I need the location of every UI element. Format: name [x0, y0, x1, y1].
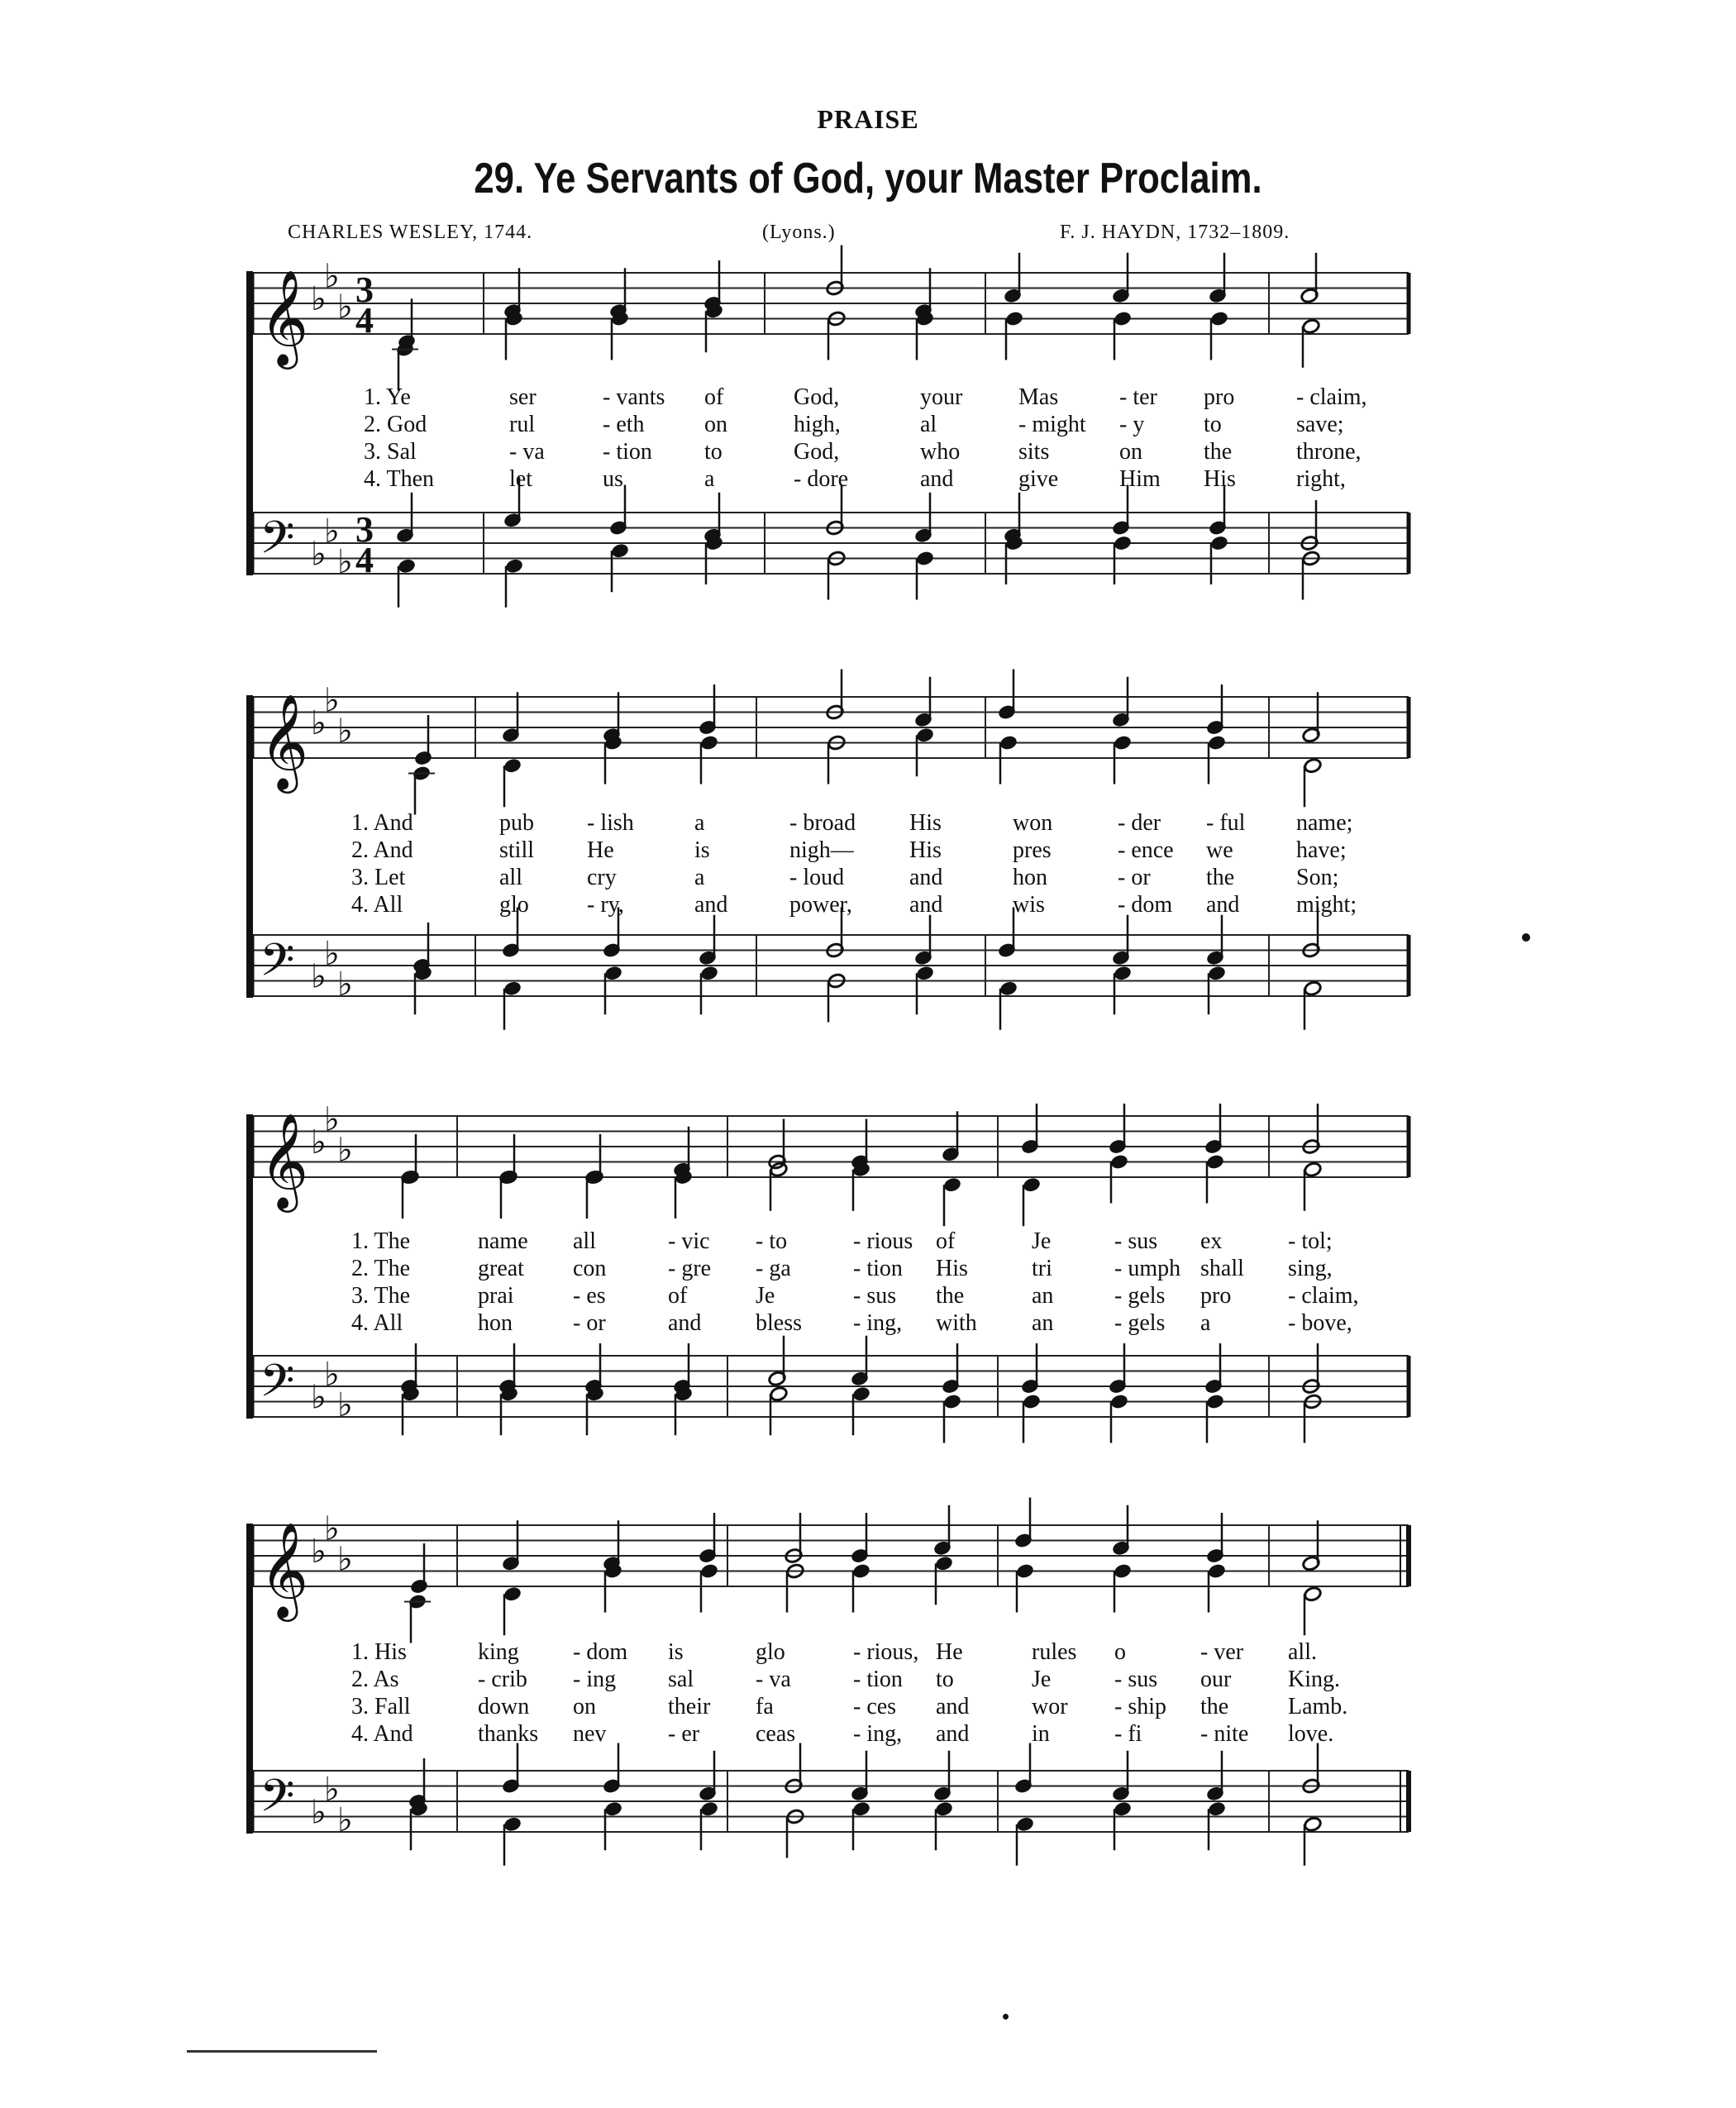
note-head: [1114, 311, 1133, 327]
verse-line: [0, 466, 1736, 493]
lyric-syllable: - es: [573, 1283, 606, 1309]
lyric-syllable: is: [668, 1639, 684, 1665]
note-head: [1114, 535, 1133, 551]
note-head: [1210, 535, 1229, 551]
lyric-syllable: - vic: [668, 1228, 710, 1254]
lyric-syllable: who: [920, 439, 961, 465]
flat-icon: ♭: [311, 1533, 327, 1571]
treble-clef-icon: 𝄞: [260, 1112, 309, 1209]
note-head: [398, 558, 417, 575]
hymn-composer: F. J. HAYDN, 1732–1809.: [1060, 222, 1290, 243]
lyric-syllable: - ing,: [853, 1721, 903, 1747]
hymn-title-text: Ye Servants of God, your Master Proclaim.: [533, 155, 1262, 203]
note-head: [410, 1578, 429, 1595]
note-head: [916, 965, 935, 981]
flat-icon: ♭: [337, 542, 353, 581]
lyric-syllable: their: [668, 1694, 711, 1719]
bass-clef-icon: 𝄢: [260, 1354, 295, 1419]
note-head: [1206, 1394, 1225, 1410]
lyric-syllable: a: [694, 810, 705, 836]
lyric-syllable: and: [909, 892, 943, 918]
lyric-syllable: 4. All: [351, 892, 403, 918]
lyric-syllable: Son;: [1296, 865, 1339, 890]
lyric-syllable: of: [704, 384, 724, 410]
note-head: [1016, 1563, 1035, 1580]
lyric-syllable: - gels: [1114, 1310, 1166, 1336]
verse-line: [0, 412, 1736, 438]
note-head: [1114, 965, 1133, 981]
lyric-syllable: thanks: [478, 1721, 539, 1747]
note-head: [503, 1816, 522, 1833]
lyric-syllable: our: [1200, 1667, 1232, 1692]
lyric-syllable: sal: [668, 1667, 694, 1692]
lyric-syllable: won: [1013, 810, 1053, 836]
lyric-syllable: 1. Ye: [364, 384, 411, 410]
flat-icon: ♭: [337, 712, 353, 751]
lyric-syllable: - ship: [1114, 1694, 1166, 1719]
bass-staff: [253, 509, 1409, 581]
treble-clef-icon: 𝄞: [260, 1521, 309, 1618]
note-head: [1114, 1800, 1133, 1817]
lyric-syllable: - y: [1119, 412, 1145, 437]
bass-staff: [253, 1770, 1409, 1839]
flat-icon: ♭: [324, 1509, 340, 1548]
note-head: [1208, 1563, 1227, 1580]
lyric-syllable: name: [478, 1228, 528, 1254]
lyric-syllable: Je: [1032, 1667, 1052, 1692]
lyric-syllable: of: [668, 1283, 688, 1309]
lyric-syllable: cry: [587, 865, 617, 890]
lyric-syllable: the: [1204, 439, 1233, 465]
lyric-syllable: power,: [789, 892, 852, 918]
lyric-syllable: - der: [1118, 810, 1161, 836]
lyric-syllable: glo: [499, 892, 529, 918]
lyric-syllable: - tol;: [1288, 1228, 1333, 1254]
note-head: [503, 980, 522, 997]
note-head: [943, 1394, 962, 1410]
lyric-syllable: - lish: [587, 810, 634, 836]
lyric-syllable: on: [573, 1694, 596, 1719]
flat-icon: ♭: [337, 1131, 353, 1170]
note-head: [935, 1555, 954, 1571]
lyric-syllable: shall: [1200, 1256, 1244, 1281]
lyric-syllable: might;: [1296, 892, 1357, 918]
flat-icon: ♭: [337, 1800, 353, 1839]
lyric-syllable: - claim,: [1296, 384, 1367, 410]
bass-clef-icon: 𝄢: [260, 933, 295, 998]
page-speck: [1003, 2014, 1009, 2020]
verse-line: [0, 865, 1736, 891]
lyric-syllable: - rious: [853, 1228, 913, 1254]
note-head: [916, 551, 935, 567]
lyric-syllable: His: [909, 837, 942, 863]
verse-line: [0, 1721, 1736, 1748]
flat-icon: ♭: [337, 1385, 353, 1424]
lyric-syllable: - ry,: [587, 892, 624, 918]
lyric-syllable: throne,: [1296, 439, 1362, 465]
lyric-syllable: the: [1200, 1694, 1229, 1719]
lyric-syllable: - or: [573, 1310, 606, 1336]
lyric-syllable: - crib: [478, 1667, 527, 1692]
lyric-syllable: - ver: [1200, 1639, 1244, 1665]
lyric-syllable: wor: [1032, 1694, 1068, 1719]
lyric-syllable: have;: [1296, 837, 1347, 863]
lyric-syllable: Him: [1119, 466, 1161, 492]
note-head: [1208, 965, 1227, 981]
note-head: [700, 965, 719, 981]
lyric-syllable: pro: [1200, 1283, 1232, 1309]
lyric-syllable: rules: [1032, 1639, 1077, 1665]
treble-clef-icon: 𝄞: [260, 269, 309, 365]
hymn-author: CHARLES WESLEY, 1744.: [288, 222, 533, 243]
note-head: [604, 965, 623, 981]
note-head: [1023, 1394, 1042, 1410]
lyric-syllable: 4. And: [351, 1721, 413, 1747]
lyric-syllable: bless: [756, 1310, 802, 1336]
lyric-syllable: the: [936, 1283, 965, 1309]
verse-line: [0, 384, 1736, 411]
lyric-syllable: - claim,: [1288, 1283, 1359, 1309]
lyric-syllable: - sus: [1114, 1228, 1158, 1254]
lyric-syllable: - dom: [573, 1639, 628, 1665]
flat-icon: ♭: [337, 1540, 353, 1579]
section-heading: PRAISE: [817, 104, 919, 134]
lyric-syllable: sing,: [1288, 1256, 1333, 1281]
lyric-syllable: - va: [756, 1667, 791, 1692]
lyric-syllable: - might: [1018, 412, 1086, 437]
lyric-syllable: - vants: [603, 384, 665, 410]
note-head: [852, 1563, 871, 1580]
lyric-syllable: and: [1206, 892, 1240, 918]
lyric-syllable: 4. All: [351, 1310, 403, 1336]
lyric-syllable: 4. Then: [364, 466, 435, 492]
lyric-syllable: His: [909, 810, 942, 836]
lyric-syllable: prai: [478, 1283, 514, 1309]
flat-icon: ♭: [337, 288, 353, 327]
lyric-syllable: tri: [1032, 1256, 1052, 1281]
lyric-syllable: Lamb.: [1288, 1694, 1348, 1719]
lyric-syllable: - umph: [1114, 1256, 1181, 1281]
note-head: [1110, 1394, 1129, 1410]
lyric-syllable: - loud: [789, 865, 845, 890]
note-head: [1005, 311, 1024, 327]
note-head: [1208, 1800, 1227, 1817]
treble-staff: [253, 1509, 1409, 1622]
lyric-syllable: He: [936, 1639, 963, 1665]
flat-icon: ♭: [324, 1770, 340, 1809]
lyric-syllable: - sus: [853, 1283, 897, 1309]
lyric-syllable: - broad: [789, 810, 856, 836]
lyric-syllable: hon: [478, 1310, 513, 1336]
note-head: [852, 1385, 871, 1402]
lyric-syllable: 1. The: [351, 1228, 411, 1254]
lyric-syllable: sits: [1018, 439, 1050, 465]
verse-line: [0, 1694, 1736, 1720]
lyric-syllable: - va: [509, 439, 545, 465]
lyric-syllable: great: [478, 1256, 524, 1281]
lyric-syllable: - ga: [756, 1256, 791, 1281]
time-signature-digit: 4: [355, 540, 374, 580]
lyric-syllable: and: [668, 1310, 702, 1336]
lyric-syllable: and: [920, 466, 954, 492]
lyric-syllable: an: [1032, 1283, 1054, 1309]
lyric-syllable: and: [936, 1721, 970, 1747]
time-signature-digit: 3: [355, 269, 374, 310]
lyric-syllable: 3. Sal: [364, 439, 417, 465]
flat-icon: ♭: [324, 934, 340, 973]
lyric-syllable: ex: [1200, 1228, 1223, 1254]
verse-line: [0, 1283, 1736, 1309]
note-head: [414, 750, 433, 766]
lyric-syllable: He: [587, 837, 614, 863]
lyric-syllable: a: [704, 466, 715, 492]
lyric-syllable: your: [920, 384, 963, 410]
lyric-syllable: pub: [499, 810, 534, 836]
lyric-syllable: - ter: [1119, 384, 1157, 410]
treble-clef-icon: 𝄞: [260, 693, 309, 789]
flat-icon: ♭: [311, 1378, 327, 1417]
lyric-syllable: with: [936, 1310, 977, 1336]
lyric-syllable: - nite: [1200, 1721, 1249, 1747]
lyric-syllable: - sus: [1114, 1667, 1158, 1692]
flat-icon: ♭: [337, 965, 353, 1004]
verse-line: [0, 1639, 1736, 1666]
lyric-syllable: in: [1032, 1721, 1050, 1747]
page-speck: [1522, 933, 1530, 942]
note-head: [700, 735, 719, 751]
lyric-syllable: save;: [1296, 412, 1344, 437]
note-head: [999, 735, 1018, 751]
lyric-syllable: a: [694, 865, 705, 890]
lyric-syllable: - rious,: [853, 1639, 919, 1665]
note-head: [700, 1800, 719, 1817]
lyric-syllable: Mas: [1018, 384, 1059, 410]
verse-line: [0, 1310, 1736, 1337]
lyric-syllable: - bove,: [1288, 1310, 1352, 1336]
lyric-syllable: still: [499, 837, 535, 863]
half-note-head: [770, 1161, 789, 1178]
lyric-syllable: and: [694, 892, 728, 918]
half-note-head: [1304, 757, 1323, 774]
note-head: [852, 1800, 871, 1817]
lyric-syllable: God,: [794, 439, 840, 465]
note-head: [943, 1176, 962, 1193]
lyric-syllable: - dore: [794, 466, 849, 492]
note-head: [505, 558, 524, 575]
lyric-syllable: wis: [1013, 892, 1045, 918]
lyric-syllable: king: [478, 1639, 519, 1665]
lyric-syllable: nigh—: [789, 837, 854, 863]
half-note-head: [1302, 318, 1321, 335]
lyric-syllable: al: [920, 412, 937, 437]
lyric-syllable: us: [603, 466, 623, 492]
lyric-syllable: - to: [756, 1228, 788, 1254]
lyric-syllable: 2. And: [351, 837, 413, 863]
bass-clef-icon: 𝄢: [260, 511, 295, 575]
note-head: [700, 1563, 719, 1580]
verse-line: [0, 1228, 1736, 1255]
lyric-syllable: on: [1119, 439, 1142, 465]
flat-icon: ♭: [324, 681, 340, 720]
note-head: [916, 727, 935, 743]
flat-icon: ♭: [311, 957, 327, 996]
footer-rule: [187, 2050, 377, 2053]
half-note-head: [1304, 1586, 1323, 1602]
lyric-syllable: - ces: [853, 1694, 897, 1719]
lyric-syllable: we: [1206, 837, 1233, 863]
verse-line: [0, 1667, 1736, 1693]
lyric-syllable: - ence: [1118, 837, 1174, 863]
lyric-syllable: and: [909, 865, 943, 890]
lyric-syllable: - er: [668, 1721, 700, 1747]
lyric-syllable: the: [1206, 865, 1235, 890]
lyric-syllable: right,: [1296, 466, 1346, 492]
lyric-syllable: - or: [1118, 865, 1151, 890]
verse-line: [0, 810, 1736, 837]
lyric-syllable: 1. And: [351, 810, 413, 836]
lyric-syllable: 1. His: [351, 1639, 407, 1665]
lyric-syllable: Je: [1032, 1228, 1052, 1254]
treble-staff: [253, 1100, 1409, 1213]
note-head: [611, 542, 630, 559]
lyric-syllable: 2. God: [364, 412, 427, 437]
lyric-syllable: God,: [794, 384, 840, 410]
lyric-syllable: to: [936, 1667, 954, 1692]
bass-staff: [253, 1355, 1409, 1424]
treble-staff: [253, 257, 1409, 370]
flat-icon: ♭: [324, 512, 340, 551]
lyric-syllable: ceas: [756, 1721, 796, 1747]
verse-line: [0, 439, 1736, 465]
bass-clef-icon: 𝄢: [260, 1769, 295, 1834]
lyric-syllable: all: [499, 865, 522, 890]
note-head: [604, 1800, 623, 1817]
lyric-syllable: all: [573, 1228, 596, 1254]
lyric-syllable: - tion: [853, 1667, 903, 1692]
lyric-syllable: name;: [1296, 810, 1353, 836]
verse-line: [0, 1256, 1736, 1282]
lyric-syllable: down: [478, 1694, 530, 1719]
lyric-syllable: let: [509, 466, 532, 492]
lyric-syllable: - gre: [668, 1256, 712, 1281]
flat-icon: ♭: [324, 1355, 340, 1394]
flat-icon: ♭: [311, 535, 327, 574]
hymn-number: 29.: [474, 155, 525, 203]
flat-icon: ♭: [311, 280, 327, 318]
note-head: [1110, 1154, 1129, 1171]
lyric-syllable: o: [1114, 1639, 1126, 1665]
lyric-syllable: 3. Fall: [351, 1694, 411, 1719]
lyric-syllable: is: [694, 837, 710, 863]
lyric-syllable: on: [704, 412, 727, 437]
time-signature-digit: 4: [355, 300, 374, 341]
note-head: [1208, 735, 1227, 751]
lyric-syllable: fa: [756, 1694, 774, 1719]
note-head: [503, 1586, 522, 1602]
lyric-syllable: - fi: [1114, 1721, 1142, 1747]
lyric-syllable: give: [1018, 466, 1059, 492]
lyric-syllable: a: [1200, 1310, 1211, 1336]
note-head: [1210, 311, 1229, 327]
lyric-syllable: nev: [573, 1721, 607, 1747]
half-note-head: [1304, 1816, 1323, 1833]
lyric-syllable: - gels: [1114, 1283, 1166, 1309]
lyric-syllable: - ing,: [853, 1310, 903, 1336]
verse-line: [0, 892, 1736, 918]
lyric-syllable: 3. The: [351, 1283, 411, 1309]
note-head: [1023, 1176, 1042, 1193]
lyric-syllable: - eth: [603, 412, 645, 437]
time-signature-digit: 3: [355, 509, 374, 550]
flat-icon: ♭: [311, 704, 327, 742]
lyric-syllable: His: [936, 1256, 968, 1281]
lyric-syllable: pres: [1013, 837, 1052, 863]
lyric-syllable: of: [936, 1228, 956, 1254]
note-head: [1114, 1563, 1133, 1580]
lyric-syllable: - ing: [573, 1667, 617, 1692]
note-head: [1206, 1154, 1225, 1171]
lyric-syllable: an: [1032, 1310, 1054, 1336]
lyric-syllable: to: [704, 439, 723, 465]
half-note-head: [1304, 980, 1323, 997]
flat-icon: ♭: [311, 1793, 327, 1832]
half-note-head: [770, 1385, 789, 1402]
tune-name: (Lyons.): [762, 222, 836, 243]
lyric-syllable: His: [1204, 466, 1236, 492]
lyric-syllable: love.: [1288, 1721, 1334, 1747]
half-note-head: [1304, 1161, 1323, 1178]
lyric-syllable: 2. As: [351, 1667, 399, 1692]
verse-line: [0, 837, 1736, 864]
lyric-syllable: - tion: [853, 1256, 903, 1281]
lyric-syllable: 3. Let: [351, 865, 406, 890]
lyric-syllable: all.: [1288, 1639, 1317, 1665]
hymn-title: [139, 154, 1597, 203]
lyric-syllable: high,: [794, 412, 841, 437]
flat-icon: ♭: [324, 257, 340, 296]
lyric-syllable: King.: [1288, 1667, 1340, 1692]
lyric-syllable: 2. The: [351, 1256, 411, 1281]
lyric-syllable: rul: [509, 412, 536, 437]
lyric-syllable: and: [936, 1694, 970, 1719]
note-head: [1114, 735, 1133, 751]
flat-icon: ♭: [311, 1123, 327, 1161]
lyric-syllable: - tion: [603, 439, 652, 465]
lyric-syllable: glo: [756, 1639, 785, 1665]
lyric-syllable: - ful: [1206, 810, 1246, 836]
lyric-syllable: Je: [756, 1283, 775, 1309]
lyric-syllable: ser: [509, 384, 537, 410]
note-head: [1016, 1816, 1035, 1833]
flat-icon: ♭: [324, 1100, 340, 1139]
lyric-syllable: - dom: [1118, 892, 1173, 918]
lyric-syllable: hon: [1013, 865, 1047, 890]
note-head: [935, 1800, 954, 1817]
note-head: [999, 980, 1018, 997]
note-head: [503, 757, 522, 774]
lyric-syllable: pro: [1204, 384, 1235, 410]
lyric-syllable: to: [1204, 412, 1222, 437]
lyric-syllable: con: [573, 1256, 607, 1281]
